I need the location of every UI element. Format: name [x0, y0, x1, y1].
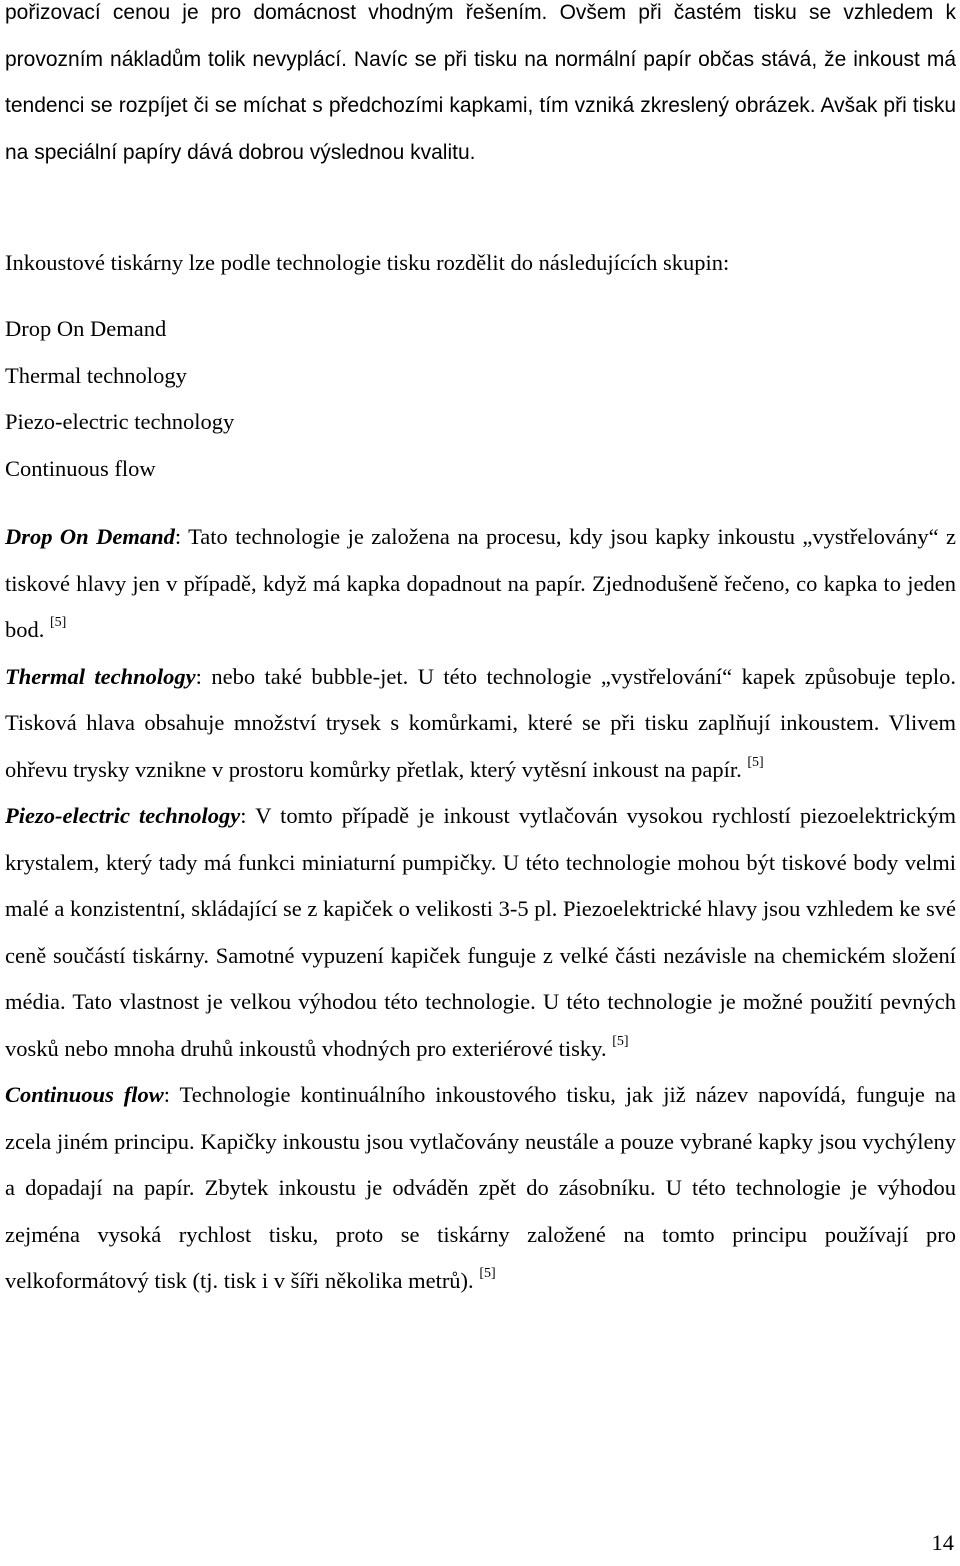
- technology-list: [5, 306, 956, 492]
- reference-marker: [5]: [479, 1266, 496, 1281]
- definition-term: Thermal technology: [5, 663, 196, 689]
- definition-text: V tomto případě je inkoust vytlačován vysokou rychlostí piezoelektrickým krystalem, který tady má funkci miniaturní pumpičky. U této technologie mohou být tiskové body velmi malé a konzistentní, skládající se z kapiček o velikosti 3-5 pl. Piezoelektrické hlavy jsou vzhledem ke své ceně součástí tiskárny. Samotné vypuzení kapiček funguje z velké části nezávisle na chemickém složení média. Tato vlastnost je velkou výhodou této technologie. U této technologie je možné použití pevných vosků nebo mnoha druhů inkoustů vhodných pro exteriérové tisky.: [5, 803, 956, 1061]
- reference-marker: [5]: [50, 615, 67, 630]
- definition-term: Piezo-electric technology: [5, 803, 241, 828]
- list-item: Continuous flow: [5, 455, 156, 481]
- definitions: [5, 514, 956, 1305]
- definition-term: Drop On Demand: [5, 524, 175, 549]
- definition-continuous-flow: [5, 1072, 956, 1305]
- definition-colon: :: [195, 663, 202, 689]
- definition-text: Technologie kontinuálního inkoustového tisku, jak již název napovídá, funguje na zcela jiném principu. Kapičky inkoustu jsou vytlačovány neustále a pouze vybrané kapky jsou vychýleny a dopadají na papír. Zbytek inkoustu je odváděn zpět do zásobníku. U této technologie je výhodou zejména vysoká rychlost tisku, proto se tiskárny založené na tomto principu používají pro velkoformátový tisk (tj. tisk i v šíři několika metrů).: [5, 1082, 956, 1293]
- list-item: Drop On Demand: [5, 316, 167, 341]
- paragraph-intro: Inkoustové tiskárny lze podle technologie tisku rozdělit do následujících skupin:: [5, 250, 730, 275]
- definition-colon: :: [174, 524, 182, 549]
- definition-drop-on-demand: [5, 514, 956, 654]
- definition-piezo: [5, 793, 956, 1072]
- list-item: Thermal technology: [5, 362, 187, 388]
- reference-marker: [5]: [747, 754, 764, 770]
- definition-text: nebo také bubble-jet. U této technologie „vystřelování“ kapek způsobuje teplo. Tisková hlava obsahuje množství trysek s komůrkami, které se při tisku zaplňují inkoustem. Vlivem ohřevu trysky vznikne v prostoru komůrky přetlak, který vytěsní inkoust na papír.: [5, 663, 956, 782]
- definition-colon: :: [163, 1082, 171, 1107]
- definition-thermal: [5, 654, 956, 794]
- paragraph-costs-text: pořizovací cenou je pro domácnost vhodným řešením. Ovšem při častém tisku se vzhledem k provozním nákladům tolik nevyplácí. Navíc se při tisku na normální papír občas stává, že inkoust má tendenci se rozpíjet či se míchat s předchozími kapkami, tím vzniká zkreslený obrázek. Avšak při tisku na speciální papíry dává dobrou výslednou kvalitu.: [5, 1, 956, 164]
- paragraph-costs: [5, 0, 956, 176]
- definition-term: Continuous flow: [5, 1082, 164, 1107]
- page-number: 14: [931, 1530, 954, 1555]
- definition-colon: :: [240, 803, 247, 828]
- definition-text: Tato technologie je založena na procesu, kdy jsou kapky inkoustu „vystřelovány“ z tiskové hlavy jen v případě, když má kapka dopadnout na papír. Zjednodušeně řečeno, co kapka to jeden bod.: [5, 524, 956, 642]
- list-item: Piezo-electric technology: [5, 409, 235, 434]
- reference-marker: [5]: [612, 1033, 629, 1049]
